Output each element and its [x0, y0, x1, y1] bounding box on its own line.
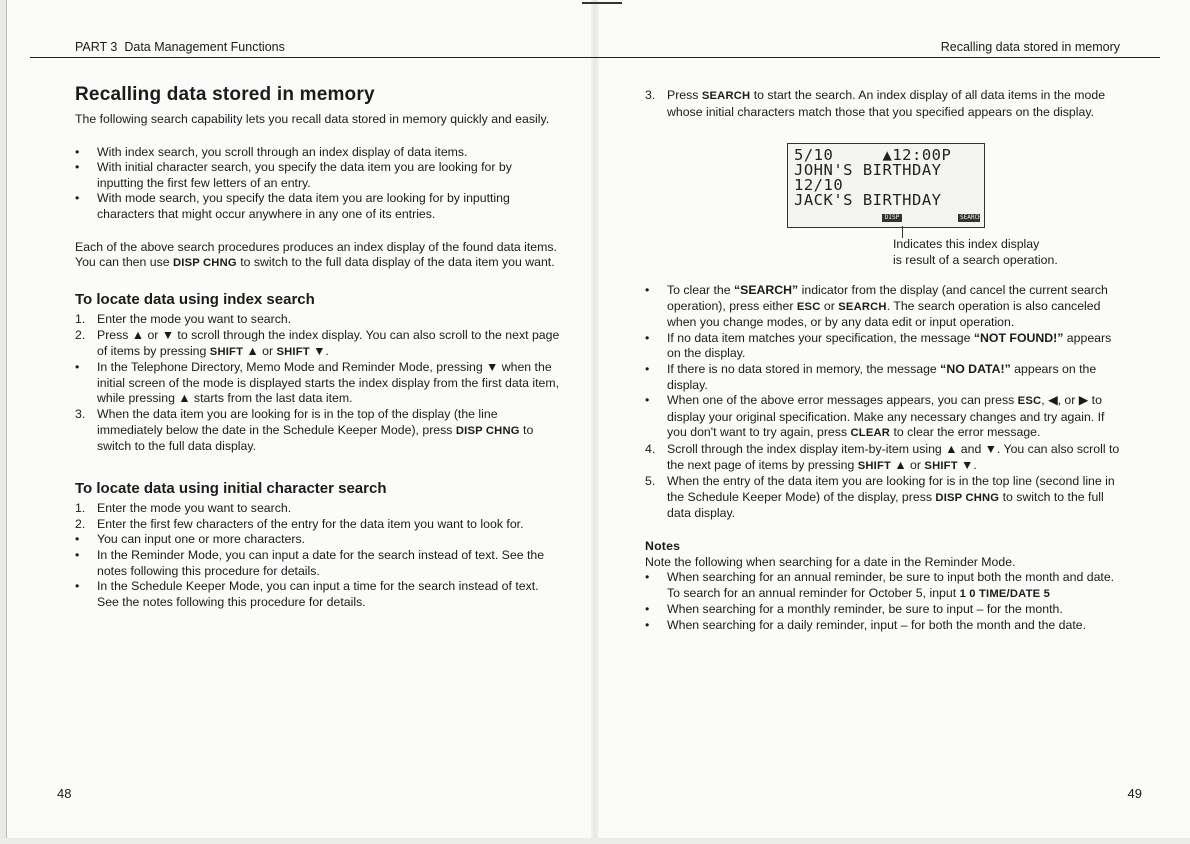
notes-heading: Notes — [645, 538, 681, 553]
part-title: Data Management Functions — [124, 40, 285, 54]
step-3: 3. When the data item you are looking for is in the top of the display (the line immediately below the date in the Schedule Keeper Mode), press DISP CHNG to switch to the full data display. — [75, 406, 534, 454]
list-item: • You can input one or more characters. — [75, 532, 306, 547]
header-rule — [595, 57, 1160, 58]
header-rule — [30, 57, 595, 58]
list-item: • In the Telephone Directory, Memo Mode and Reminder Mode, pressing ▼ when the initial screen of the mode is displayed starts the index display from the first data item, while pressing ▲ starts from the last data item. — [75, 360, 560, 406]
page-number: 49 — [1127, 786, 1142, 801]
left-body — [75, 112, 560, 610]
step-1: 1. Enter the mode you want to search. — [75, 501, 292, 516]
lcd-line: JACK'S BIRTHDAY — [794, 191, 942, 209]
page-title: Recalling data stored in memory — [75, 84, 375, 105]
list-item: • When one of the above error messages appears, you can press ESC, ◀, or ▶ to display your original specification. Make any necessary changes and try again. If you don't want to try again, press CLEAR to clear the error message. — [645, 393, 1105, 440]
step-2: 2. Enter the first few characters of the entry for the data item you want to look for. — [75, 516, 524, 531]
step-3: 3. Press SEARCH to start the search. An index display of all data items in the mode whose initial characters match those that you specified appears on the display. — [645, 88, 1106, 119]
step-5: 5. When the entry of the data item you are looking for is in the top line (second line in the Schedule Keeper Mode) of the display, press DISP CHNG to switch to the full data display. — [645, 474, 1115, 521]
part-label: PART 3 — [75, 40, 118, 54]
lcd-line: 12/10 — [794, 176, 844, 194]
list-item: • With initial character search, you specify the data item you are looking for by inputting the first few letters of an entry. — [75, 160, 512, 190]
step-1: 1. Enter the mode you want to search. — [75, 312, 292, 327]
list-item: • To clear the “SEARCH” indicator from the display (and cancel the current search operation), press either ESC or SEARCH. The search operation is also canceled when you change modes, or by any data edit or input operation. — [645, 283, 1108, 330]
list-item: • When searching for a monthly reminder, be sure to input – for the month. — [645, 602, 1063, 617]
list-item: • When searching for a daily reminder, input – for both the month and the date. — [645, 617, 1087, 632]
list-item: • With index search, you scroll through an index display of data items. — [75, 144, 468, 159]
step-4: 4. Scroll through the index display item-by-item using ▲ and ▼. You can also scroll to the next page of items by pressing SHIFT ▲ or SHIFT ▼. — [645, 441, 1120, 472]
search-indicator: SEARCH — [960, 214, 982, 221]
index-search-heading: To locate data using index search — [75, 290, 315, 308]
lcd-screen — [787, 143, 985, 228]
right-body — [645, 283, 1127, 633]
disp-indicator: DISP — [882, 214, 902, 222]
page-number: 48 — [57, 786, 72, 801]
list-item: • In the Schedule Keeper Mode, you can input a time for the search instead of text. See the notes following this procedure for details. — [75, 579, 539, 609]
intro-paragraph: The following search capability lets you recall data stored in memory quickly and easily. — [75, 112, 550, 126]
list-item: • If no data item matches your specification, the message “NOT FOUND!” appears on the display. — [645, 330, 1112, 361]
initial-search-heading: To locate data using initial character search — [75, 479, 387, 497]
notes-intro: Note the following when searching for a date in the Reminder Mode. — [645, 554, 1016, 569]
left-running-header — [75, 40, 285, 54]
lcd-line: JOHN'S BIRTHDAY — [794, 161, 942, 179]
list-item: • In the Reminder Mode, you can input a date for the search instead of text. See the notes following this procedure for details. — [75, 548, 545, 578]
lcd-callout: Indicates this index display is result of a search operation. — [893, 237, 1058, 267]
list-item: • With mode search, you specify the data item you are looking for by inputting characters that might occur anywhere in any one of its entries. — [75, 191, 510, 221]
list-item: • When searching for an annual reminder, be sure to input both the month and date. To search for an annual reminder for October 5, input 1 0 TIME/DATE 5 — [645, 570, 1115, 600]
step-2: 2. Press ▲ or ▼ to scroll through the index display. You can also scroll to the next page of items by pressing SHIFT ▲ or SHIFT ▼. — [75, 327, 560, 358]
summary-paragraph: Each of the above search procedures produces an index display of the found data items. You can then use DISP CHNG to switch to the full data display of the data item you want. — [75, 239, 557, 270]
list-item: • If there is no data stored in memory, the message “NO DATA!” appears on the display. — [645, 361, 1097, 392]
right-running-header: Recalling data stored in memory — [940, 40, 1120, 54]
lcd-line: 5/10 ▲12:00P — [794, 146, 952, 164]
